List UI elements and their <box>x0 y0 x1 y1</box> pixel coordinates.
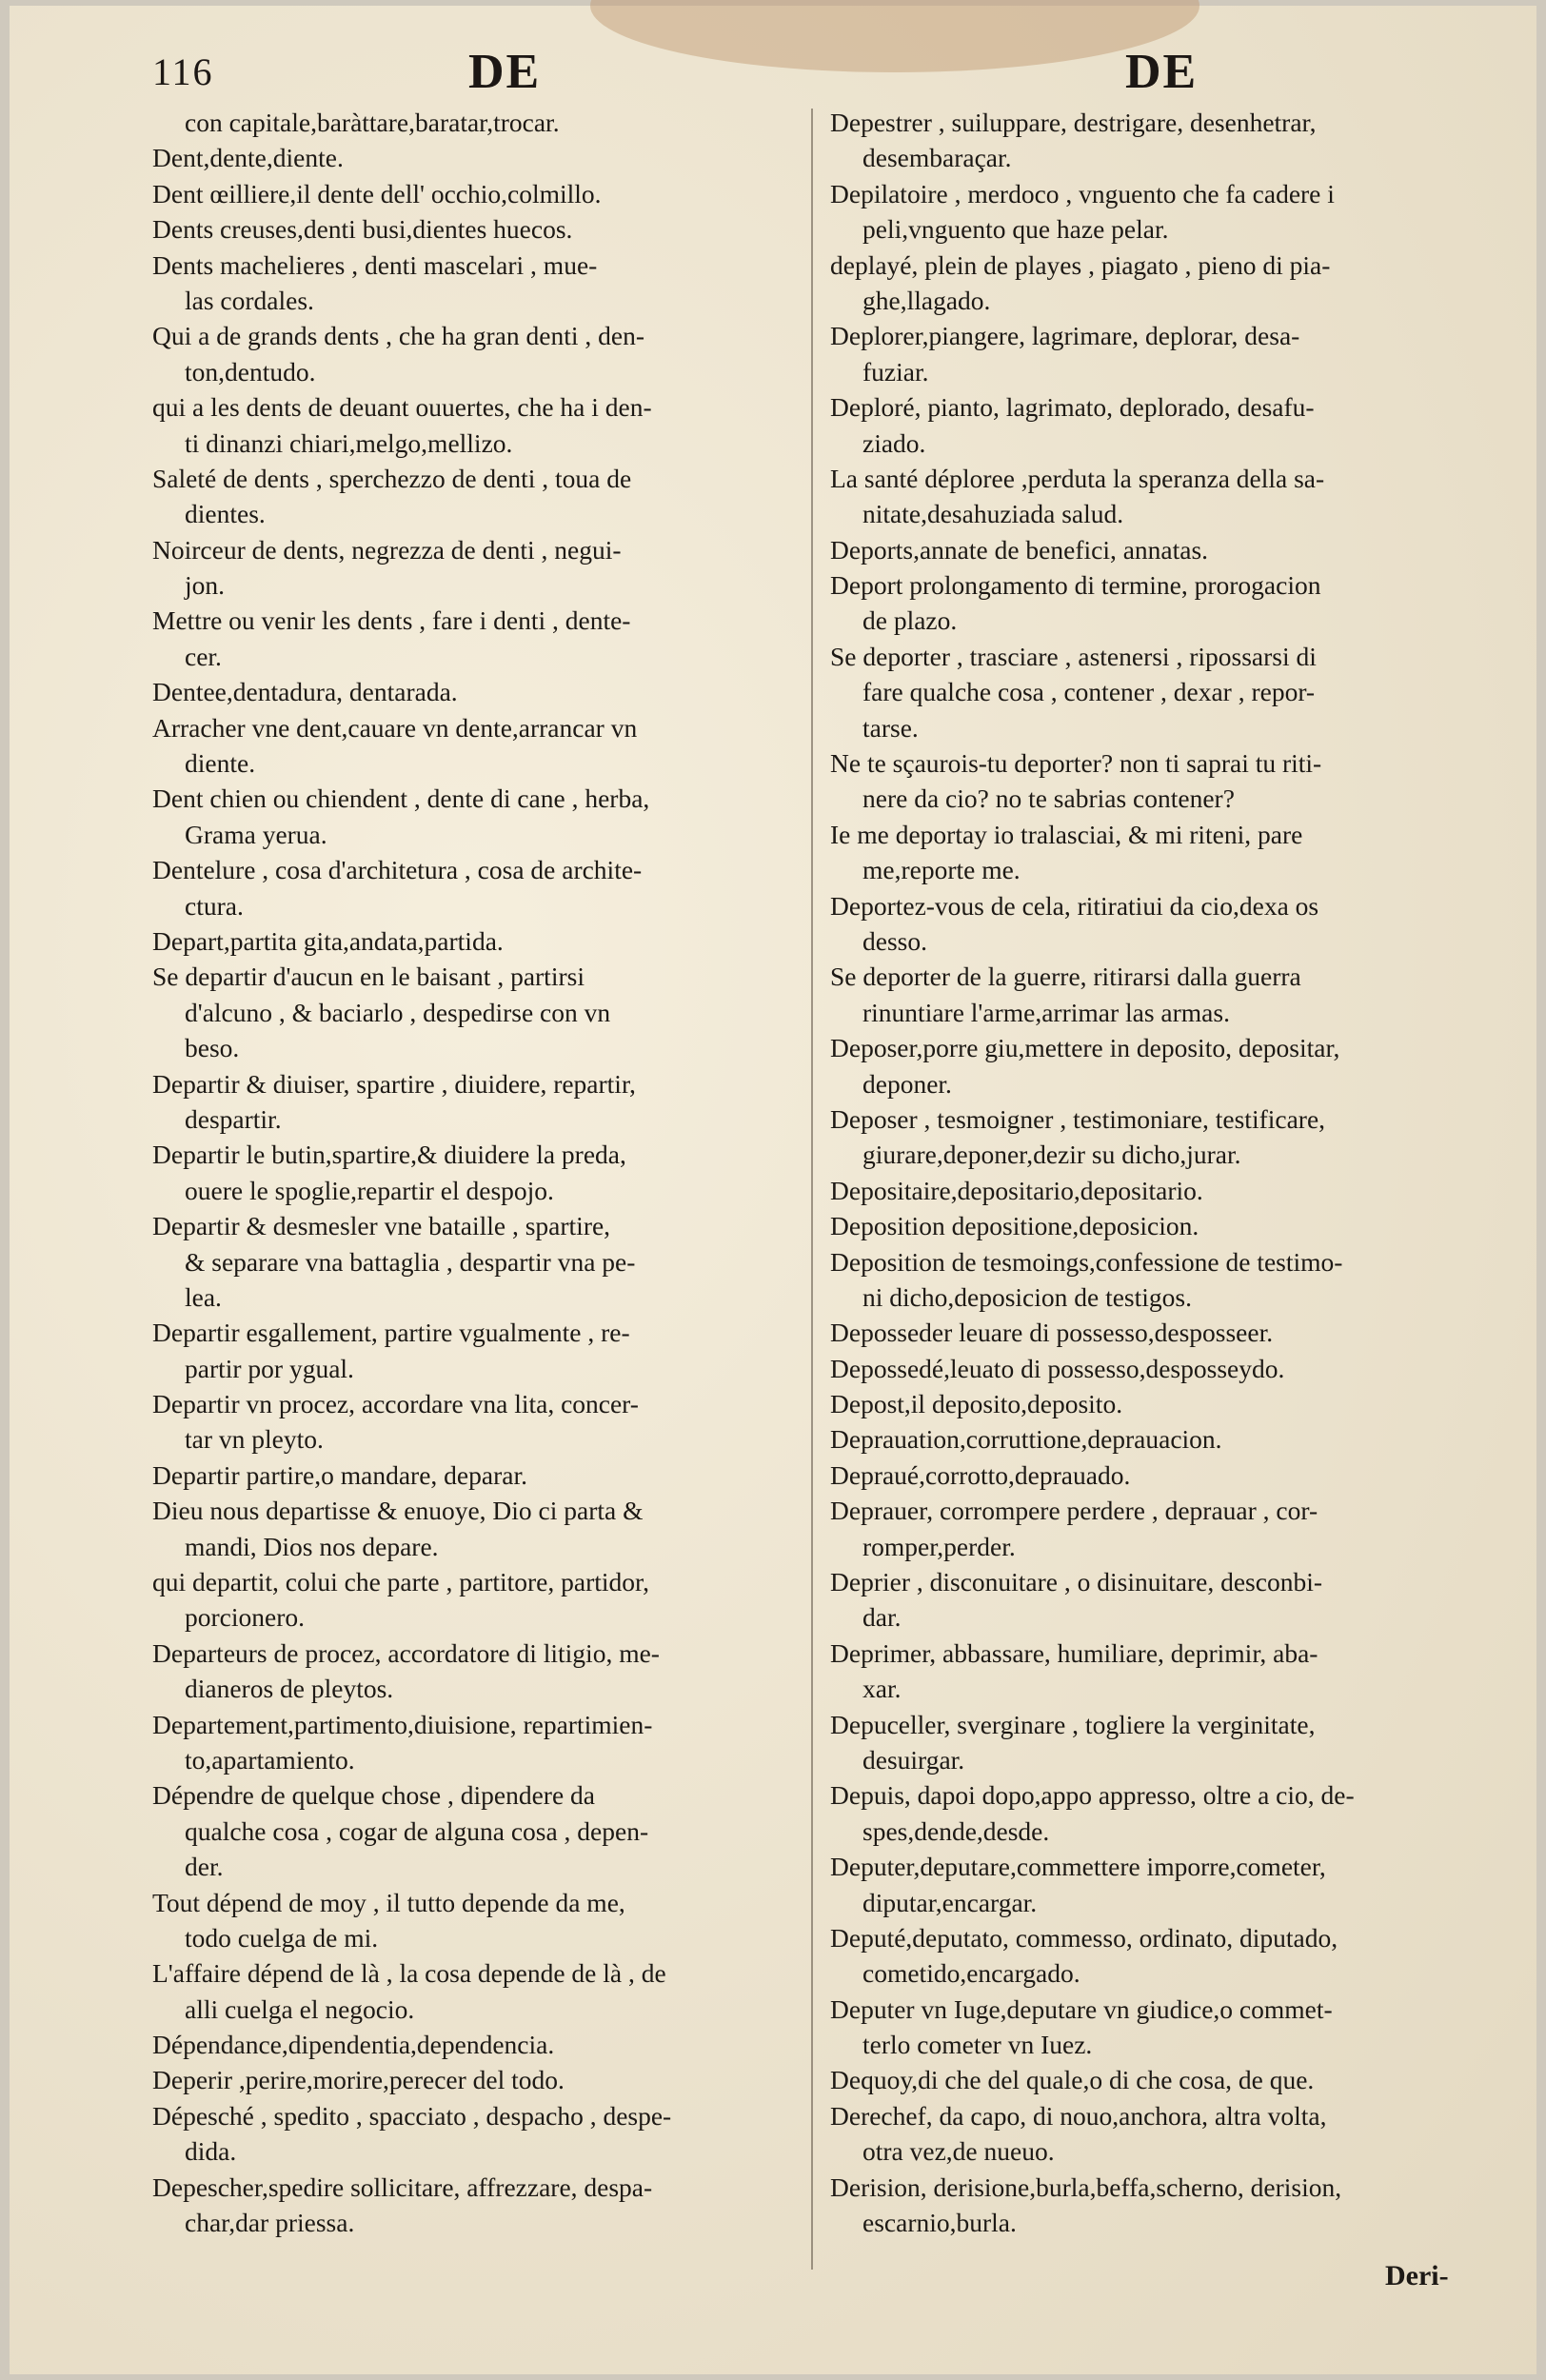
dictionary-line: Grama yerua. <box>185 819 327 849</box>
dictionary-line: Departement,partimento,diuisione, repartimien- <box>152 1709 653 1739</box>
dictionary-line: Depilatoire , merdoco , vnguento che fa cadere i <box>830 178 1335 208</box>
dictionary-line: Dents creuses,denti busi,dientes huecos. <box>152 214 573 245</box>
dictionary-line: otra vez,de nueuo. <box>862 2136 1055 2167</box>
dictionary-line: ni dicho,deposicion de testigos. <box>862 1281 1192 1312</box>
dictionary-line: Derision, derisione,burla,beffa,scherno, derision, <box>830 2172 1342 2202</box>
dictionary-line: nere da cio? no te sabrias contener? <box>862 783 1235 814</box>
dictionary-line: Deportez-vous de cela, ritiratiui da cio,dexa os <box>830 890 1319 921</box>
dictionary-line: jon. <box>185 570 226 601</box>
dictionary-line: Deputer vn Iuge,deputare vn giudice,o commet- <box>830 1993 1333 2024</box>
left-column <box>152 105 800 2240</box>
dictionary-line: Se deporter de la guerre, ritirarsi dalla guerra <box>830 962 1301 992</box>
dictionary-line: Depuis, dapoi dopo,appo appresso, oltre a cio, de- <box>830 1780 1355 1811</box>
dictionary-line: L'affaire dépend de là , la cosa depende de là , de <box>152 1958 666 1989</box>
dictionary-line: beso. <box>185 1033 240 1063</box>
dictionary-line: Ne te sçaurois-tu deporter? non ti saprai tu riti- <box>830 748 1322 779</box>
dictionary-line: Deprauer, corrompere perdere , deprauar , cor- <box>830 1496 1318 1526</box>
dictionary-line: Tout dépend de moy , il tutto depende da me, <box>152 1887 625 1917</box>
dictionary-line: ctura. <box>185 890 244 921</box>
dictionary-line: Departir le butin,spartire,& diuidere la preda, <box>152 1140 626 1170</box>
dictionary-line: peli,vnguento que haze pelar. <box>862 214 1169 245</box>
dictionary-line: Deperir ,perire,morire,perecer del todo. <box>152 2065 565 2095</box>
page-number: 116 <box>152 50 214 93</box>
dictionary-line: romper,perder. <box>862 1531 1016 1561</box>
dictionary-line: & separare vna battaglia , despartir vna pe- <box>185 1246 636 1277</box>
dictionary-line: dar. <box>862 1602 902 1633</box>
dictionary-line: Deputer,deputare,commettere imporre,cometer, <box>830 1852 1326 1882</box>
dictionary-line: ton,dentudo. <box>185 356 316 387</box>
dictionary-line: desembaraçar. <box>862 143 1012 173</box>
dictionary-line: Deputé,deputato, commesso, ordinato, diputado, <box>830 1922 1338 1953</box>
dictionary-line: fuziar. <box>862 356 929 387</box>
dictionary-line: Dent,dente,diente. <box>152 143 344 173</box>
dictionary-line: desuirgar. <box>862 1744 965 1775</box>
dictionary-line: rinuntiare l'arme,arrimar las armas. <box>862 997 1230 1027</box>
dictionary-line: deponer. <box>862 1068 952 1099</box>
dictionary-line: ziado. <box>862 427 926 458</box>
dictionary-line: Dieu nous departisse & enuoye, Dio ci parta & <box>152 1496 644 1526</box>
dictionary-line: las cordales. <box>185 285 314 315</box>
dictionary-line: Deprauation,corruttione,deprauacion. <box>830 1424 1222 1455</box>
dictionary-line: Se deporter , trasciare , astenersi , ripossarsi di <box>830 641 1317 671</box>
dictionary-line: terlo cometer vn Iuez. <box>862 2030 1093 2060</box>
book-page <box>10 6 1536 2374</box>
dictionary-line: Deploré, pianto, lagrimato, deplorado, desafu- <box>830 392 1315 423</box>
dictionary-line: Depuceller, sverginare , togliere la verginitate, <box>830 1709 1316 1739</box>
dictionary-line: me,reporte me. <box>862 855 1021 885</box>
dictionary-line: dientes. <box>185 499 266 529</box>
dictionary-line: Derechef, da capo, di nouo,anchora, altra volta, <box>830 2100 1327 2131</box>
dictionary-line: deplayé, plein de playes , piagato , pieno di pia- <box>830 249 1331 280</box>
dictionary-line: giurare,deponer,dezir su dicho,jurar. <box>862 1140 1241 1170</box>
dictionary-line: desso. <box>862 925 927 956</box>
dictionary-line: porcionero. <box>185 1602 305 1633</box>
catchword: Deri- <box>1385 2260 1449 2291</box>
dictionary-line: Dépendance,dipendentia,dependencia. <box>152 2030 555 2060</box>
dictionary-line: Dents machelieres , denti mascelari , mue- <box>152 249 598 280</box>
dictionary-line: Depraué,corrotto,deprauado. <box>830 1459 1131 1490</box>
running-head-left: DE <box>468 45 542 99</box>
dictionary-line: dianeros de pleytos. <box>185 1674 394 1704</box>
running-head-right: DE <box>1125 45 1199 99</box>
dictionary-line: Dent chien ou chiendent , dente di cane , herba, <box>152 783 650 814</box>
dictionary-line: Departir esgallement, partire vgualmente , re- <box>152 1318 630 1348</box>
dictionary-line: Departir vn procez, accordare vna lita, concer- <box>152 1389 639 1419</box>
dictionary-line: d'alcuno , & baciarlo , despedirse con vn <box>185 997 611 1027</box>
dictionary-line: tar vn pleyto. <box>185 1424 324 1455</box>
dictionary-line: Deports,annate de benefici, annatas. <box>830 534 1209 565</box>
dictionary-line: spes,dende,desde. <box>862 1815 1050 1846</box>
dictionary-line: de plazo. <box>862 605 958 636</box>
dictionary-line: escarnio,burla. <box>862 2208 1017 2238</box>
dictionary-line: dida. <box>185 2136 237 2167</box>
dictionary-line: Departeurs de procez, accordatore di litigio, me- <box>152 1637 660 1668</box>
dictionary-line: con capitale,baràttare,baratar,trocar. <box>185 108 560 137</box>
dictionary-line: qualche cosa , cogar de alguna cosa , depen- <box>185 1815 649 1846</box>
paper-stain <box>590 0 1199 72</box>
dictionary-line: Dent œilliere,il dente dell' occhio,colmillo. <box>152 178 602 208</box>
dictionary-line: Deprimer, abbassare, humiliare, deprimir, aba- <box>830 1637 1318 1668</box>
right-column <box>830 105 1477 2240</box>
dictionary-line: Deposition de tesmoings,confessione de testimo- <box>830 1246 1343 1277</box>
dictionary-line: Mettre ou venir les dents , fare i denti , dente- <box>152 605 631 636</box>
dictionary-line: mandi, Dios nos depare. <box>185 1531 439 1561</box>
dictionary-line: cer. <box>185 641 222 671</box>
dictionary-line: tarse. <box>862 712 919 743</box>
dictionary-line: to,apartamiento. <box>185 1744 355 1775</box>
dictionary-line: Deposition depositione,deposicion. <box>830 1211 1199 1241</box>
dictionary-line: Dépendre de quelque chose , dipendere da <box>152 1780 596 1811</box>
dictionary-line: qui departit, colui che parte , partitore, partidor, <box>152 1567 649 1597</box>
dictionary-line: Deposer,porre giu,mettere in deposito, depositar, <box>830 1033 1340 1063</box>
column-divider <box>811 109 813 2270</box>
dictionary-line: xar. <box>862 1674 902 1704</box>
dictionary-line: partir por ygual. <box>185 1353 354 1383</box>
dictionary-line: La santé déploree ,perduta la speranza della sa- <box>830 463 1325 493</box>
dictionary-line: Deport prolongamento di termine, prorogacion <box>830 570 1321 601</box>
dictionary-line: Dentee,dentadura, dentarada. <box>152 677 458 707</box>
dictionary-line: Dequoy,di che del quale,o di che cosa, de que. <box>830 2065 1315 2095</box>
dictionary-line: Dépesché , spedito , spacciato , despacho , despe- <box>152 2100 672 2131</box>
dictionary-line: Arracher vne dent,cauare vn dente,arrancar vn <box>152 712 638 743</box>
dictionary-line: despartir. <box>185 1103 282 1134</box>
dictionary-line: Depescher,spedire sollicitare, affrezzare, despa- <box>152 2172 653 2202</box>
dictionary-line: Departir & diuiser, spartire , diuidere, repartir, <box>152 1068 636 1099</box>
dictionary-line: Dentelure , cosa d'architetura , cosa de archite- <box>152 855 643 885</box>
dictionary-line: Se departir d'aucun en le baisant , partirsi <box>152 962 585 992</box>
dictionary-line: diputar,encargar. <box>862 1887 1038 1917</box>
dictionary-line: Deprier , disconuitare , o disinuitare, desconbi- <box>830 1567 1322 1597</box>
dictionary-line: Ie me deportay io tralasciai, & mi riteni, pare <box>830 819 1303 849</box>
dictionary-line: Depestrer , suiluppare, destrigare, desenhetrar, <box>830 108 1317 137</box>
dictionary-line: Departir & desmesler vne bataille , spartire, <box>152 1211 611 1241</box>
dictionary-line: Depost,il deposito,deposito. <box>830 1389 1123 1419</box>
dictionary-line: diente. <box>185 748 256 779</box>
dictionary-line: Depositaire,depositario,depositario. <box>830 1175 1203 1205</box>
dictionary-line: Deposseder leuare di possesso,desposseer. <box>830 1318 1274 1348</box>
dictionary-line: nitate,desahuziada salud. <box>862 499 1124 529</box>
dictionary-line: ghe,llagado. <box>862 285 991 315</box>
dictionary-line: ouere le spoglie,repartir el despojo. <box>185 1175 554 1205</box>
dictionary-line: todo cuelga de mi. <box>185 1922 379 1953</box>
dictionary-line: Noirceur de dents, negrezza de denti , negui- <box>152 534 622 565</box>
dictionary-line: Qui a de grands dents , che ha gran denti , den- <box>152 321 644 351</box>
dictionary-line: cometido,encargado. <box>862 1958 1080 1989</box>
dictionary-line: Deposer , tesmoigner , testimoniare, testificare, <box>830 1103 1326 1134</box>
dictionary-line: Departir partire,o mandare, deparar. <box>152 1459 527 1490</box>
dictionary-line: Saleté de dents , sperchezzo de denti , toua de <box>152 463 632 493</box>
dictionary-line: der. <box>185 1852 224 1882</box>
dictionary-line: qui a les dents de deuant ouuertes, che ha i den- <box>152 392 652 423</box>
dictionary-line: Deplorer,piangere, lagrimare, deplorar, desa- <box>830 321 1300 351</box>
dictionary-line: Depossedé,leuato di possesso,desposseydo. <box>830 1353 1285 1383</box>
dictionary-line: Depart,partita gita,andata,partida. <box>152 925 504 956</box>
dictionary-line: fare qualche cosa , contener , dexar , repor- <box>862 677 1316 707</box>
dictionary-line: alli cuelga el negocio. <box>185 1993 415 2024</box>
dictionary-line: lea. <box>185 1281 222 1312</box>
dictionary-line: char,dar priessa. <box>185 2208 355 2238</box>
dictionary-line: ti dinanzi chiari,melgo,mellizo. <box>185 427 513 458</box>
